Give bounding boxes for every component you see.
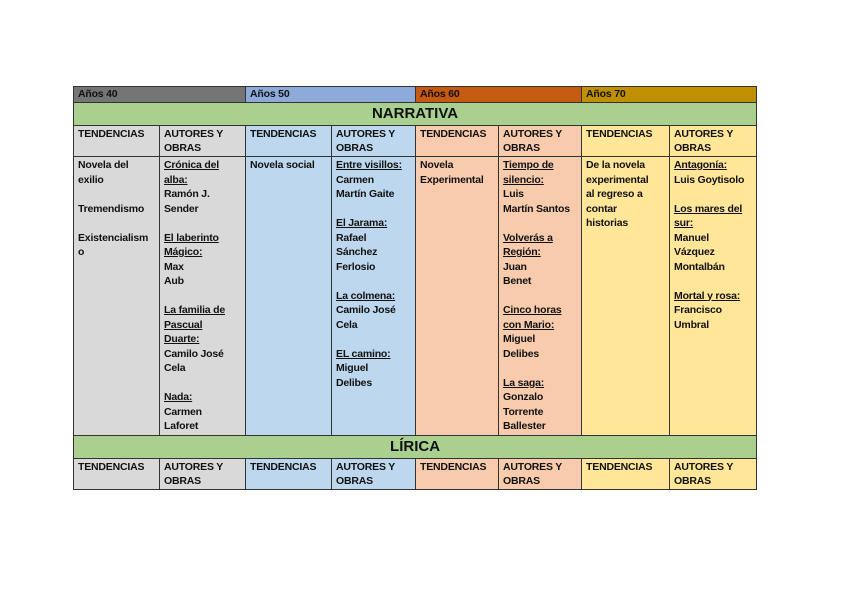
decade-50s: Años 50 (246, 87, 416, 103)
tendencias-cell (246, 157, 332, 436)
label-tendencias: TENDENCIAS (416, 458, 499, 489)
section-title-lirica: LÍRICA (74, 435, 757, 458)
obra-author: Sánchez (336, 246, 378, 258)
obra-author: Gonzalo (503, 391, 544, 403)
obra-title: Crónica del (164, 159, 219, 171)
obra-entry (503, 158, 577, 216)
obra-author: Montalbán (674, 260, 725, 273)
obra-author: Delibes (503, 347, 539, 360)
label-tendencias: TENDENCIAS (582, 458, 670, 489)
decade-60s: Años 60 (416, 87, 582, 103)
label-autores: AUTORES Y OBRAS (160, 126, 246, 157)
obra-author: Miguel (336, 362, 369, 374)
label-tendencias: TENDENCIAS (246, 458, 332, 489)
obra-entry (164, 231, 241, 289)
obra-author: Carmen (164, 405, 202, 418)
obra-author: Ballester (503, 420, 546, 432)
label-autores: AUTORES Y OBRAS (670, 458, 757, 489)
obra-title: La saga: (503, 376, 545, 389)
tendencia-text: contar (586, 202, 617, 215)
obra-title: Duarte: (164, 333, 200, 345)
section-row-lirica (74, 435, 757, 458)
tendencia-text: Novela social (250, 159, 315, 171)
obra-title: La colmena: (336, 289, 396, 302)
obra-entry (336, 158, 411, 202)
label-autores: AUTORES Y OBRAS (499, 458, 582, 489)
obra-title: Los mares del (674, 202, 743, 215)
tendencia-text: al regreso a (586, 188, 643, 200)
obra-author: Camilo José (164, 347, 224, 360)
obra-author: Cela (164, 362, 186, 374)
tendencia-text: Novela del (78, 159, 129, 171)
obra-author: Martín Santos (503, 202, 570, 215)
obra-title: alba: (164, 173, 188, 186)
obra-entry (674, 289, 752, 333)
obra-title: Mortal y rosa: (674, 289, 741, 302)
tendencia-text: Experimental (420, 173, 484, 186)
label-autores: AUTORES Y OBRAS (332, 126, 416, 157)
obra-entry (503, 376, 577, 434)
tendencias-cell (582, 157, 670, 436)
obra-title: Tiempo de (503, 159, 554, 171)
obra-author: Miguel (503, 333, 536, 345)
obra-author: Manuel (674, 231, 710, 244)
label-tendencias: TENDENCIAS (416, 126, 499, 157)
obra-entry (336, 347, 411, 391)
tendencias-cell (74, 157, 160, 436)
obra-title: Volverás a (503, 231, 553, 244)
tendencia-text: Novela (420, 159, 454, 171)
obra-entry (503, 231, 577, 289)
obra-author: Martín Gaite (336, 188, 395, 200)
obra-author: Juan (503, 260, 527, 273)
obra-author: Umbral (674, 318, 710, 331)
decade-70s: Años 70 (582, 87, 757, 103)
obra-entry (164, 390, 241, 434)
obra-author: Delibes (336, 376, 372, 389)
obra-author: Cela (336, 318, 358, 331)
column-labels-row (74, 126, 757, 157)
label-autores: AUTORES Y OBRAS (499, 126, 582, 157)
obra-title: Nada: (164, 391, 193, 403)
literature-table (73, 86, 757, 490)
tendencia-text: De la novela (586, 159, 645, 171)
narrativa-content-row (74, 157, 757, 436)
obra-title: Entre visillos: (336, 159, 402, 171)
obra-title: Cinco horas (503, 304, 562, 316)
obra-title: El laberinto (164, 231, 219, 244)
obra-author: Benet (503, 275, 532, 287)
tendencia-text: o (78, 246, 85, 258)
obra-entry (674, 202, 752, 275)
obra-title: Región: (503, 246, 541, 258)
tendencia-text: exilio (78, 173, 104, 186)
tendencia-text: Existencialism (78, 231, 149, 244)
obra-author: Torrente (503, 405, 544, 418)
obra-entry (164, 158, 241, 216)
obra-entry (503, 303, 577, 361)
label-tendencias: TENDENCIAS (74, 458, 160, 489)
obras-cell (332, 157, 416, 436)
label-tendencias: TENDENCIAS (246, 126, 332, 157)
obra-entry (336, 216, 411, 274)
label-tendencias: TENDENCIAS (74, 126, 160, 157)
obras-cell (160, 157, 246, 436)
section-row-narrativa (74, 103, 757, 126)
obra-author: Rafael (336, 231, 367, 244)
obra-author: Ramón J. (164, 188, 210, 200)
obras-cell (499, 157, 582, 436)
obra-author: Laforet (164, 420, 199, 432)
tendencias-cell (416, 157, 499, 436)
obra-author: Camilo José (336, 304, 396, 316)
decade-header-row (74, 87, 757, 103)
obra-author: Luis (503, 188, 524, 200)
obra-title: silencio: (503, 173, 544, 186)
obra-title: sur: (674, 217, 694, 229)
obra-title: EL camino: (336, 347, 391, 360)
tendencia-text: experimental (586, 173, 649, 186)
obra-title: El Jarama: (336, 217, 388, 229)
obras-cell (670, 157, 757, 436)
label-autores: AUTORES Y OBRAS (670, 126, 757, 157)
label-tendencias: TENDENCIAS (582, 126, 670, 157)
obra-author: Ferlosio (336, 260, 376, 273)
obra-author: Vázquez (674, 246, 715, 258)
obra-author: Sender (164, 202, 199, 215)
obra-author: Carmen (336, 173, 374, 186)
tendencia-text: historias (586, 217, 629, 229)
obra-entry (674, 158, 752, 187)
obra-title: Mágico: (164, 246, 203, 258)
obra-author: Aub (164, 275, 184, 287)
obra-author: Francisco (674, 304, 722, 316)
obra-author: Luis Goytisolo (674, 173, 745, 186)
obra-author: Max (164, 260, 184, 273)
obra-title: La familia de (164, 304, 226, 316)
obra-title: Antagonía: (674, 159, 727, 171)
section-title-narrativa: NARRATIVA (74, 103, 757, 126)
obra-entry (336, 289, 411, 333)
label-autores: AUTORES Y OBRAS (332, 458, 416, 489)
obra-entry (164, 303, 241, 376)
label-autores: AUTORES Y OBRAS (160, 458, 246, 489)
decade-40s: Años 40 (74, 87, 246, 103)
obra-title: con Mario: (503, 318, 555, 331)
column-labels-row (74, 458, 757, 489)
tendencia-text: Tremendismo (78, 202, 145, 215)
obra-title: Pascual (164, 318, 203, 331)
